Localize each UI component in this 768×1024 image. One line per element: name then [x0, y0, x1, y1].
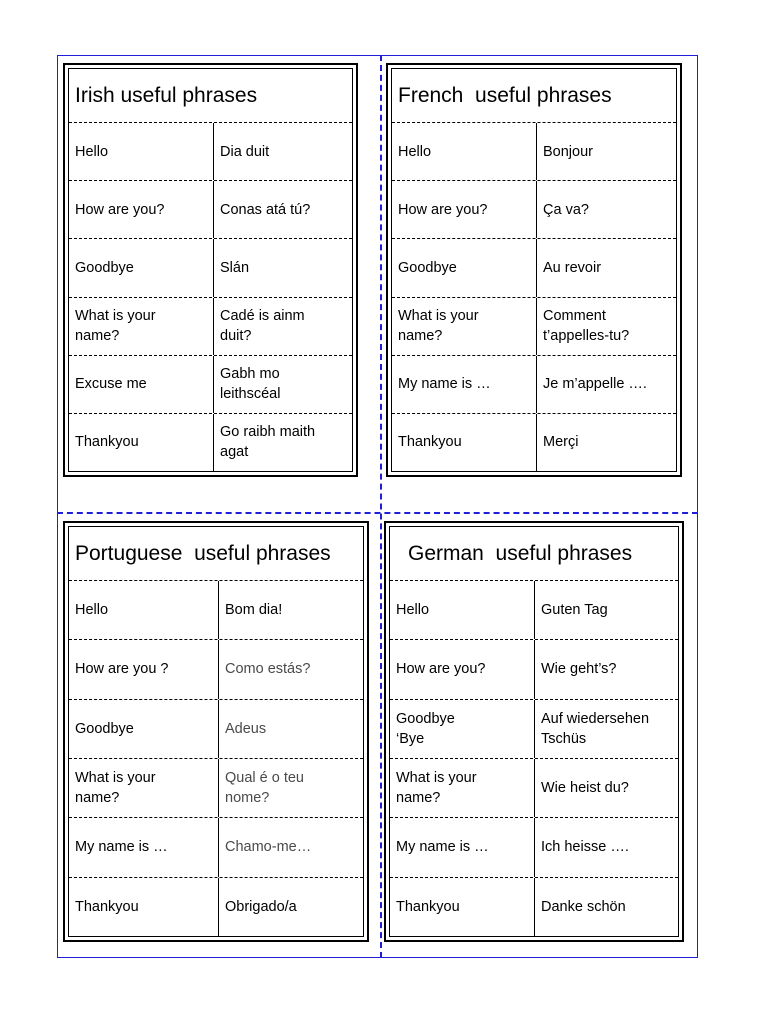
english-phrase: Thankyou — [390, 878, 535, 936]
phrase-row — [390, 818, 678, 877]
translated-phrase: Obrigado/a — [225, 898, 297, 915]
english-phrase: Goodbye — [69, 239, 214, 296]
english-phrase: Excuse me — [69, 356, 214, 413]
translated-phrase: Je m’appelle …. — [543, 376, 647, 393]
translated-phrase: Conas atá tú? — [220, 201, 311, 218]
phrase-row — [69, 759, 363, 818]
english-phrase: How are you? — [69, 181, 214, 238]
phrase-table-irish — [69, 123, 352, 471]
translated-phrase: Gabh mo leithscéal — [220, 366, 281, 403]
translated-phrase: Ich heisse …. — [541, 839, 629, 856]
phrase-row — [390, 700, 678, 759]
horizontal-cut-line — [57, 512, 698, 514]
english-phrase: What is your name? — [69, 298, 214, 355]
translated-phrase: Ça va? — [543, 201, 589, 218]
card-german-inner — [389, 526, 679, 937]
phrase-row — [69, 356, 352, 414]
english-phrase: How are you? — [390, 640, 535, 698]
card-french-inner — [391, 68, 677, 472]
phrase-row — [69, 700, 363, 759]
phrase-row — [390, 759, 678, 818]
phrase-row — [392, 414, 676, 471]
card-french — [386, 63, 682, 477]
card-irish — [63, 63, 358, 477]
phrase-row — [392, 239, 676, 297]
english-phrase: Thankyou — [392, 414, 537, 471]
phrase-table-portuguese — [69, 581, 363, 936]
phrase-row — [392, 123, 676, 181]
phrase-row — [69, 640, 363, 699]
translated-phrase: Comment t’appelles-tu? — [543, 308, 630, 345]
english-phrase: Hello — [390, 581, 535, 639]
english-phrase: How are you? — [392, 181, 537, 238]
phrase-row — [392, 298, 676, 356]
translated-phrase: Danke schön — [541, 898, 626, 915]
phrase-row — [69, 818, 363, 877]
phrase-row — [69, 298, 352, 356]
translated-phrase: Dia duit — [220, 143, 270, 160]
english-phrase: Goodbye — [392, 239, 537, 296]
english-phrase: Thankyou — [69, 878, 219, 936]
english-phrase: What is your name? — [69, 759, 219, 817]
phrase-row — [390, 878, 678, 936]
english-phrase: Goodbye ‘Bye — [390, 700, 535, 758]
card-portuguese — [63, 521, 369, 942]
phrase-row — [69, 878, 363, 936]
card-irish-inner — [68, 68, 353, 472]
phrase-row — [69, 414, 352, 471]
translated-phrase: Slán — [220, 259, 250, 276]
translated-phrase: Como estás? — [225, 661, 311, 678]
card-german — [384, 521, 684, 942]
phrase-table-german — [390, 581, 678, 936]
translated-phrase: Guten Tag — [541, 602, 608, 619]
translated-phrase: Qual é o teu nome? — [225, 770, 304, 807]
card-portuguese-inner — [68, 526, 364, 937]
card-title-german: German useful phrases — [390, 527, 678, 581]
english-phrase: Thankyou — [69, 414, 214, 471]
translated-phrase: Chamo-me… — [225, 839, 312, 856]
translated-phrase: Bonjour — [543, 143, 593, 160]
phrase-row — [390, 640, 678, 699]
card-title-french: French useful phrases — [392, 69, 676, 123]
translated-phrase: Cadé is ainm duit? — [220, 308, 305, 345]
phrase-row — [390, 581, 678, 640]
translated-phrase: Au revoir — [543, 259, 602, 276]
translated-phrase: Wie heist du? — [541, 780, 629, 797]
card-title-portuguese: Portuguese useful phrases — [69, 527, 363, 581]
translated-phrase: Auf wiedersehen Tschüs — [541, 710, 650, 747]
translated-phrase: Go raibh maith agat — [220, 424, 316, 461]
translated-phrase: Adeus — [225, 720, 267, 737]
english-phrase: What is your name? — [390, 759, 535, 817]
english-phrase: My name is … — [69, 818, 219, 876]
english-phrase: How are you ? — [69, 640, 219, 698]
phrase-row — [392, 356, 676, 414]
english-phrase: Hello — [69, 581, 219, 639]
english-phrase: My name is … — [392, 356, 537, 413]
vertical-cut-line — [380, 55, 382, 958]
phrase-row — [392, 181, 676, 239]
translated-phrase: Bom dia! — [225, 602, 283, 619]
translated-phrase: Merçi — [543, 434, 579, 451]
phrase-row — [69, 581, 363, 640]
english-phrase: Goodbye — [69, 700, 219, 758]
card-title-irish: Irish useful phrases — [69, 69, 352, 123]
english-phrase: My name is … — [390, 818, 535, 876]
phrase-row — [69, 181, 352, 239]
english-phrase: Hello — [69, 123, 214, 180]
phrase-row — [69, 123, 352, 181]
phrase-table-french — [392, 123, 676, 471]
phrase-row — [69, 239, 352, 297]
english-phrase: What is your name? — [392, 298, 537, 355]
translated-phrase: Wie geht’s? — [541, 661, 617, 678]
english-phrase: Hello — [392, 123, 537, 180]
